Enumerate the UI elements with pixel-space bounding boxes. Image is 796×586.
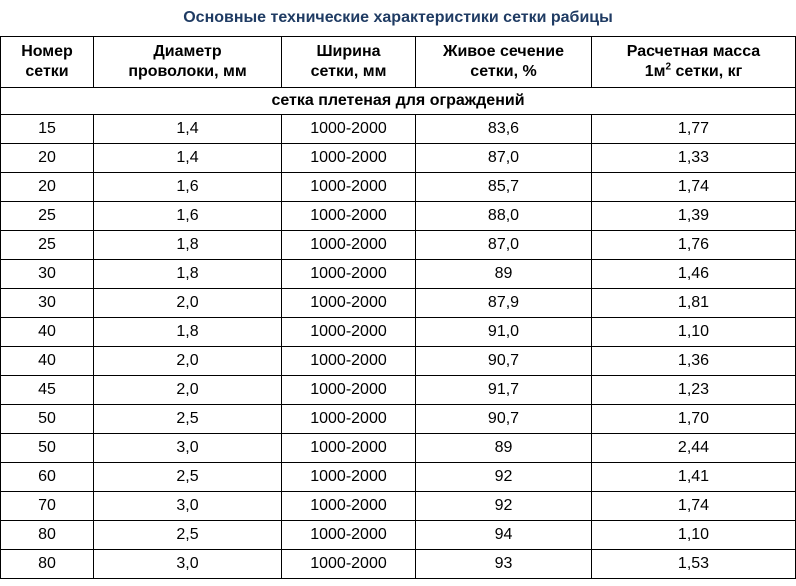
table-row [1, 463, 796, 492]
cell-wire-diameter: 2,0 [94, 376, 282, 405]
cell-mesh-number: 45 [1, 376, 94, 405]
header-wire-diameter-line1: Диаметр [153, 43, 222, 60]
header-open-area [416, 37, 592, 88]
cell-open-area: 91,0 [416, 318, 592, 347]
page-title: Основные технические характеристики сетки рабицы [183, 9, 613, 26]
cell-open-area: 87,0 [416, 231, 592, 260]
header-wire-diameter-line2: проволоки, мм [128, 63, 247, 80]
table-row [1, 260, 796, 289]
header-open-area-line2: сетки, % [470, 63, 537, 80]
cell-mesh-width: 1000-2000 [282, 231, 416, 260]
cell-open-area: 88,0 [416, 202, 592, 231]
cell-calculated-mass: 1,23 [592, 376, 796, 405]
cell-open-area: 92 [416, 492, 592, 521]
header-mesh-width-line1: Ширина [316, 43, 381, 60]
cell-wire-diameter: 1,8 [94, 318, 282, 347]
cell-calculated-mass: 1,74 [592, 173, 796, 202]
cell-open-area: 94 [416, 521, 592, 550]
header-calculated-mass-line2a: 1м [644, 63, 666, 80]
cell-mesh-width: 1000-2000 [282, 434, 416, 463]
table-row [1, 347, 796, 376]
cell-calculated-mass: 1,77 [592, 115, 796, 144]
cell-mesh-width: 1000-2000 [282, 376, 416, 405]
cell-mesh-number: 25 [1, 231, 94, 260]
cell-wire-diameter: 1,8 [94, 231, 282, 260]
cell-mesh-number: 50 [1, 405, 94, 434]
cell-mesh-width: 1000-2000 [282, 173, 416, 202]
cell-wire-diameter: 2,5 [94, 521, 282, 550]
header-mesh-number-line1: Номер [21, 43, 73, 60]
table-row [1, 376, 796, 405]
cell-wire-diameter: 3,0 [94, 492, 282, 521]
header-wire-diameter [94, 37, 282, 88]
cell-mesh-number: 60 [1, 463, 94, 492]
cell-mesh-number: 40 [1, 318, 94, 347]
cell-wire-diameter: 1,4 [94, 144, 282, 173]
cell-mesh-number: 40 [1, 347, 94, 376]
cell-wire-diameter: 3,0 [94, 550, 282, 579]
cell-mesh-number: 30 [1, 260, 94, 289]
table-row [1, 289, 796, 318]
cell-mesh-width: 1000-2000 [282, 318, 416, 347]
table-row [1, 318, 796, 347]
cell-mesh-width: 1000-2000 [282, 260, 416, 289]
cell-mesh-number: 80 [1, 550, 94, 579]
table-row [1, 231, 796, 260]
table-row [1, 144, 796, 173]
cell-open-area: 92 [416, 463, 592, 492]
cell-mesh-width: 1000-2000 [282, 347, 416, 376]
cell-calculated-mass: 2,44 [592, 434, 796, 463]
cell-calculated-mass: 1,10 [592, 521, 796, 550]
cell-mesh-width: 1000-2000 [282, 289, 416, 318]
table-row [1, 405, 796, 434]
cell-calculated-mass: 1,36 [592, 347, 796, 376]
cell-open-area: 93 [416, 550, 592, 579]
cell-wire-diameter: 3,0 [94, 434, 282, 463]
header-mesh-width [282, 37, 416, 88]
cell-calculated-mass: 1,81 [592, 289, 796, 318]
cell-mesh-number: 70 [1, 492, 94, 521]
cell-mesh-number: 25 [1, 202, 94, 231]
cell-mesh-width: 1000-2000 [282, 521, 416, 550]
cell-wire-diameter: 2,0 [94, 347, 282, 376]
header-calculated-mass-sup: 2 [665, 61, 671, 73]
specs-table [0, 36, 796, 579]
table-row [1, 492, 796, 521]
cell-mesh-number: 20 [1, 144, 94, 173]
cell-calculated-mass: 1,46 [592, 260, 796, 289]
cell-mesh-width: 1000-2000 [282, 115, 416, 144]
cell-mesh-number: 30 [1, 289, 94, 318]
table-row [1, 434, 796, 463]
cell-calculated-mass: 1,10 [592, 318, 796, 347]
cell-mesh-number: 20 [1, 173, 94, 202]
cell-calculated-mass: 1,76 [592, 231, 796, 260]
cell-wire-diameter: 1,6 [94, 173, 282, 202]
cell-calculated-mass: 1,70 [592, 405, 796, 434]
cell-open-area: 85,7 [416, 173, 592, 202]
cell-calculated-mass: 1,33 [592, 144, 796, 173]
cell-mesh-width: 1000-2000 [282, 463, 416, 492]
table-row [1, 521, 796, 550]
cell-mesh-width: 1000-2000 [282, 144, 416, 173]
cell-wire-diameter: 1,4 [94, 115, 282, 144]
cell-open-area: 89 [416, 434, 592, 463]
cell-calculated-mass: 1,41 [592, 463, 796, 492]
header-row [1, 37, 796, 88]
cell-wire-diameter: 2,5 [94, 405, 282, 434]
cell-wire-diameter: 1,6 [94, 202, 282, 231]
cell-mesh-width: 1000-2000 [282, 202, 416, 231]
table-row [1, 173, 796, 202]
table-row [1, 115, 796, 144]
cell-mesh-number: 50 [1, 434, 94, 463]
cell-wire-diameter: 2,5 [94, 463, 282, 492]
cell-calculated-mass: 1,53 [592, 550, 796, 579]
header-calculated-mass [592, 37, 796, 88]
cell-open-area: 87,9 [416, 289, 592, 318]
cell-open-area: 83,6 [416, 115, 592, 144]
header-mesh-number-line2: сетки [25, 63, 69, 80]
header-mesh-width-line2: сетки, мм [310, 63, 387, 80]
cell-open-area: 90,7 [416, 347, 592, 376]
cell-mesh-number: 80 [1, 521, 94, 550]
cell-open-area: 87,0 [416, 144, 592, 173]
table-row [1, 202, 796, 231]
cell-wire-diameter: 1,8 [94, 260, 282, 289]
cell-open-area: 90,7 [416, 405, 592, 434]
section-row [1, 88, 796, 115]
cell-wire-diameter: 2,0 [94, 289, 282, 318]
cell-calculated-mass: 1,74 [592, 492, 796, 521]
cell-open-area: 89 [416, 260, 592, 289]
cell-open-area: 91,7 [416, 376, 592, 405]
cell-mesh-width: 1000-2000 [282, 492, 416, 521]
cell-mesh-width: 1000-2000 [282, 550, 416, 579]
table-row [1, 550, 796, 579]
header-calculated-mass-line2b: сетки, кг [671, 63, 743, 80]
header-calculated-mass-line1: Расчетная масса [626, 43, 761, 60]
header-open-area-line1: Живое сечение [442, 43, 565, 60]
header-mesh-number [1, 37, 94, 88]
cell-mesh-number: 15 [1, 115, 94, 144]
cell-calculated-mass: 1,39 [592, 202, 796, 231]
cell-mesh-width: 1000-2000 [282, 405, 416, 434]
section-label: сетка плетеная для ограждений [1, 88, 796, 115]
